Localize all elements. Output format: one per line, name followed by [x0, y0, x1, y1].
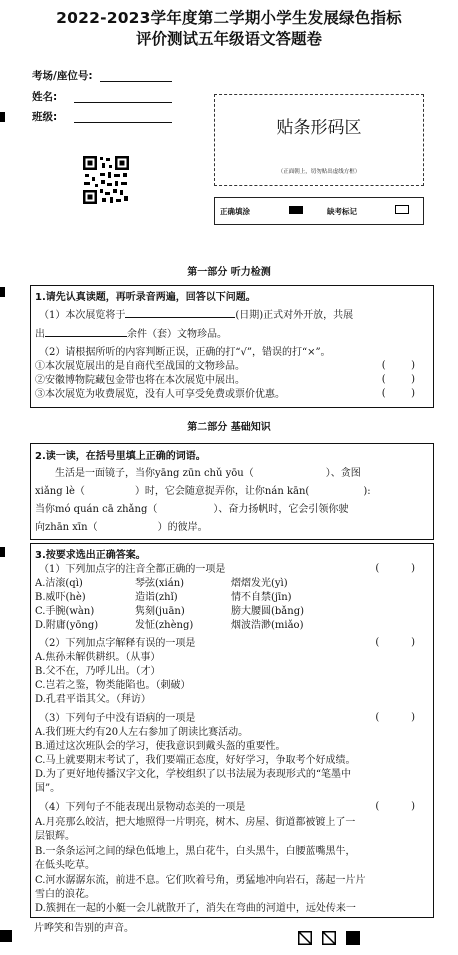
option-c-3: 膀大腰圆(bǎng) [231, 606, 305, 617]
question3-box [30, 543, 434, 918]
registration-marker [0, 112, 5, 122]
q2-line2 [35, 485, 430, 498]
count-blank[interactable] [45, 327, 127, 337]
q3-2-optC: C.岂若之鉴，物类能陷也。（刺破） [35, 680, 191, 691]
answer-bracket[interactable]: ( ) [375, 637, 415, 648]
q3-4-optB-line1: B.一条条运河之间的绿色低地上，黑白花牛，白头黑牛，白腰蓝嘴黑牛， [35, 846, 356, 857]
option-b-3: 情不自禁(jīn) [231, 592, 292, 603]
q1-statement2: ②安徽博物院藏包金带也将在本次展览中展出。 [35, 375, 245, 386]
q1-line2-a: 出 [35, 329, 45, 340]
q3-4-optD-line2: 片哗笑和告别的声音。 [34, 923, 134, 934]
page-mark-filled [346, 931, 360, 945]
q3-3-optD-line1: D.为了更好地传播汉字文化，学校组织了以书法展为表现形式的“笔墨中 [35, 769, 351, 780]
name-field-label: 姓名: [32, 91, 58, 103]
correct-fill-label: 正确填涂 [220, 207, 250, 216]
seat-field[interactable] [100, 70, 172, 82]
exam-title-line2: 评价测试五年级语文答题卷 [135, 30, 322, 48]
answer-bracket[interactable]: ( ) [375, 712, 415, 723]
q3-2-optA: A.焦孙未解供耕织。（从事） [35, 652, 161, 663]
registration-marker [0, 547, 5, 557]
q3-1-optC [35, 605, 430, 618]
option-a-2: 琴弦(xián) [135, 578, 185, 589]
question2-box [30, 443, 434, 540]
page-mark-icon [298, 931, 312, 945]
q3-4-optA-line2: 层银辉。 [35, 831, 75, 842]
qr-code-icon [82, 155, 130, 205]
part2-title: 第二部分 基础知识 [187, 422, 271, 433]
page-mark-icon [322, 931, 336, 945]
q2-line2-c: ): [363, 486, 371, 497]
q2-line4-a: 向zhān xīn（ [35, 522, 98, 533]
correct-fill-sample [289, 206, 303, 214]
q3-2-optB: B.父不在，乃呼儿出。（才） [35, 666, 161, 677]
option-a-1: A.洁滚(qì) [35, 578, 83, 589]
missing-mark-box[interactable] [395, 205, 409, 214]
q3-2-optD: D.孔君平诣其父。（拜访） [35, 694, 151, 705]
option-c-2: 隽刻(juān) [135, 606, 185, 617]
part1-title: 第一部分 听力检测 [187, 267, 271, 278]
answer-bracket[interactable]: ( ) [381, 388, 415, 399]
q3-4-optC-line2: 雪白的浪花。 [35, 889, 95, 900]
q2-line2-b: ）时，它会随意捉弄你，让你nán kān( [134, 486, 310, 497]
name-field[interactable] [74, 91, 172, 103]
exam-title-line1: 2022-2023学年度第二学期小学生发展绿色指标 [56, 9, 402, 27]
q3-1-optA [35, 577, 430, 590]
question3-heading: 3.按要求选出正确答案。 [35, 550, 146, 561]
q3-3-optD-line2: 国”。 [35, 783, 61, 794]
q2-line1-b: ）、贪图 [325, 468, 361, 479]
option-d-3: 烟波浩渺(miǎo) [231, 620, 304, 631]
q2-line1-a: 生活是一面镜子，当你yāng zūn chǔ yōu（ [55, 468, 254, 479]
q2-line4 [35, 521, 430, 534]
barcode-area [214, 94, 424, 186]
q1-line2 [35, 327, 430, 341]
q2-line3-a: 当你mó quán cā zhǎng（ [35, 504, 158, 515]
q2-line4-b: ）的彼岸。 [157, 522, 208, 533]
q3-3-stem: （3）下列句子中没有语病的一项是 [39, 713, 196, 724]
q2-line2-a: xiǎng lè（ [35, 486, 85, 497]
q3-1-optB [35, 591, 430, 604]
q3-3-optB: B.通过这次班队会的学习，使我意识到戴头盔的重要性。 [35, 741, 286, 752]
option-b-1: B.威吓(hè) [35, 592, 86, 603]
option-b-2: 造诣(zhǐ) [135, 592, 178, 603]
q3-4-optB-line2: 在低头吃草。 [35, 860, 95, 871]
option-a-3: 熠熠发光(yì) [231, 578, 288, 589]
class-field[interactable] [74, 111, 172, 123]
answer-bracket[interactable]: ( ) [375, 801, 415, 812]
q3-4-optD-line1: D.簇拥在一起的小艇一会儿就散开了，消失在弯曲的河道中，远处传来一 [35, 903, 356, 914]
q2-line3-b: ）、奋力扬帆时，它会引领你驶 [213, 504, 349, 515]
date-blank[interactable] [125, 308, 235, 318]
registration-marker [0, 287, 5, 297]
option-d-1: D.附庸(yōng) [35, 620, 99, 631]
answer-bracket[interactable]: ( ) [381, 374, 415, 385]
q1-line2-b: 余件（套）文物珍品。 [127, 329, 227, 340]
question2-heading: 2.读一读，在括号里填上正确的词语。 [35, 451, 206, 462]
q1-line1-a: （1）本次展览将于 [39, 310, 126, 321]
q1-line1 [39, 308, 430, 322]
q3-2-stem: （2）下列加点字解释有误的一项是 [39, 638, 196, 649]
barcode-area-note: （正面朝上，切勿贴出虚线方框） [277, 169, 361, 175]
q1-line3: （2）请根据所听的内容判断正误，正确的打“√”，错误的打“×”。 [39, 347, 331, 358]
answer-bracket[interactable]: ( ) [381, 360, 415, 371]
missing-mark-label: 缺考标记 [327, 207, 357, 216]
q1-line1-b: (日期)正式对外开放，共展 [235, 310, 354, 321]
q1-statement1: ①本次展览展出的是自商代至战国的文物珍品。 [35, 361, 245, 372]
q3-3-optC: C.马上就要期末考试了，我们要端正态度，好好学习，争取考个好成绩。 [35, 755, 356, 766]
q3-4-optA-line1: A.月亮那么皎洁，把大地照得一片明亮，树木、房屋、街道都被镀上了一 [35, 817, 356, 828]
q3-1-optD [35, 619, 430, 632]
q3-3-optA: A.我们班大约有20人左右参加了朗读比赛活动。 [35, 727, 249, 738]
question1-heading: 1.请先认真读题，再听录音两遍，回答以下问题。 [35, 292, 256, 303]
option-c-1: C.手腕(wàn) [35, 606, 95, 617]
q3-1-stem: （1）下列加点字的注音全都正确的一项是 [39, 564, 226, 575]
answer-bracket[interactable]: ( ) [375, 563, 415, 574]
question1-box [30, 285, 434, 408]
q2-line3 [35, 503, 430, 516]
barcode-area-title: 贴条形码区 [276, 118, 362, 138]
option-d-2: 发怔(zhèng) [135, 620, 194, 631]
seat-field-label: 考场/座位号: [32, 70, 93, 82]
class-field-label: 班级: [32, 111, 58, 123]
q3-4-optC-line1: C.河水潺潺东流，前进不息。它们吹着号角，勇猛地冲向岩石，荡起一片片 [35, 875, 366, 886]
fill-legend [214, 197, 424, 225]
registration-marker [0, 930, 12, 942]
q1-statement3: ③本次展览为收费展览，没有人可享受免费或票价优惠。 [35, 389, 285, 400]
q2-line1 [55, 467, 430, 480]
q3-4-stem: （4）下列句子不能表现出景物动态美的一项是 [39, 802, 246, 813]
